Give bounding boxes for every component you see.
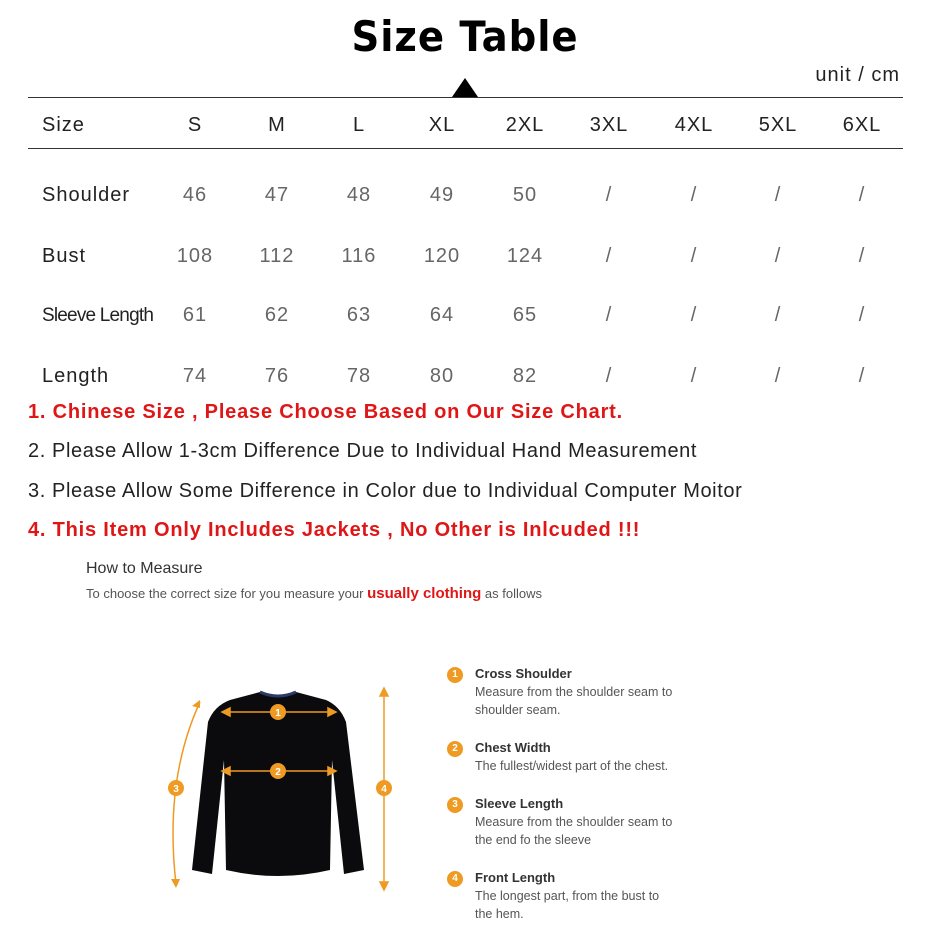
- table-cell: 124: [506, 245, 544, 267]
- how-to-measure-title: How to Measure: [86, 560, 203, 577]
- legend-badge: 3: [447, 797, 463, 813]
- table-cell: /: [690, 304, 698, 326]
- page-title: Size Table: [351, 12, 579, 61]
- table-cell: /: [858, 365, 866, 387]
- note-measurement-difference: 2. Please Allow 1-3cm Difference Due to Individual Hand Measurement: [28, 440, 698, 462]
- table-top-rule: [28, 97, 903, 98]
- table-cell: 112: [259, 245, 295, 267]
- unit-label: unit / cm: [815, 64, 900, 86]
- row-label: Sleeve Length: [42, 305, 154, 326]
- table-cell: /: [605, 304, 613, 326]
- table-cell: 47: [264, 184, 290, 206]
- table-cell: 76: [264, 365, 290, 387]
- subtitle-text-end: as follows: [484, 586, 542, 601]
- table-cell: /: [774, 184, 782, 206]
- table-cell: 80: [429, 365, 455, 387]
- table-header-rule: [28, 148, 903, 149]
- size-header-label: Size: [42, 114, 85, 136]
- row-label: Length: [42, 365, 110, 387]
- table-cell: 74: [182, 365, 208, 387]
- note-jacket-only: 4. This Item Only Includes Jackets , No Other is Inlcuded !!!: [28, 519, 641, 541]
- note-chinese-size: 1. Chinese Size , Please Choose Based on Our Size Chart.: [28, 401, 623, 423]
- legend-title: Cross Shoulder: [475, 666, 572, 681]
- diagram-badge-3: [168, 780, 184, 796]
- size-col-l: L: [352, 114, 366, 136]
- table-cell: /: [858, 184, 866, 206]
- size-col-m: M: [268, 114, 286, 136]
- table-cell: /: [774, 245, 782, 267]
- table-cell: 62: [264, 304, 290, 326]
- size-col-s: S: [187, 114, 203, 136]
- legend-title: Front Length: [475, 870, 556, 885]
- table-cell: 116: [341, 245, 377, 267]
- diagram-badge-2: [270, 763, 286, 779]
- table-cell: 63: [346, 304, 372, 326]
- legend-badge: 1: [447, 667, 463, 683]
- table-cell: /: [774, 304, 782, 326]
- svg-text:2: 2: [275, 767, 281, 778]
- how-to-measure-subtitle: [86, 585, 542, 602]
- legend-desc: Measure from the shoulder seam to shoulder seam.: [475, 685, 673, 717]
- table-cell: 120: [423, 245, 461, 267]
- table-cell: 108: [176, 245, 214, 267]
- garment-diagram: [150, 670, 410, 900]
- size-col-6xl: 6XL: [842, 114, 882, 136]
- table-cell: /: [690, 184, 698, 206]
- table-cell: /: [605, 365, 613, 387]
- legend-title: Sleeve Length: [475, 796, 564, 811]
- svg-text:3: 3: [173, 784, 179, 795]
- table-cell: /: [690, 245, 698, 267]
- size-col-3xl: 3XL: [589, 114, 629, 136]
- table-cell: 78: [346, 365, 372, 387]
- diagram-badge-4: [376, 780, 392, 796]
- table-cell: 50: [512, 184, 538, 206]
- table-cell: 49: [429, 184, 455, 206]
- table-cell: /: [605, 184, 613, 206]
- size-col-4xl: 4XL: [674, 114, 714, 136]
- table-cell: /: [690, 365, 698, 387]
- legend-desc: The longest part, from the bust to the hem.: [475, 889, 660, 921]
- svg-text:1: 1: [275, 708, 281, 719]
- legend-desc: Measure from the shoulder seam to the end fo the sleeve: [475, 815, 673, 847]
- legend-badge: 4: [447, 871, 463, 887]
- row-label: Bust: [42, 245, 87, 267]
- table-cell: /: [858, 304, 866, 326]
- size-col-xl: XL: [428, 114, 456, 136]
- size-col-2xl: 2XL: [505, 114, 545, 136]
- size-col-5xl: 5XL: [758, 114, 798, 136]
- svg-text:4: 4: [381, 784, 387, 795]
- subtitle-highlight: usually clothing: [367, 585, 482, 602]
- table-cell: /: [858, 245, 866, 267]
- table-cell: 64: [429, 304, 455, 326]
- diagram-badge-1: [270, 704, 286, 720]
- row-label: Shoulder: [42, 184, 131, 206]
- table-cell: 61: [182, 304, 208, 326]
- table-cell: 46: [182, 184, 208, 206]
- table-cell: 82: [512, 365, 538, 387]
- title-notch: [452, 78, 478, 97]
- legend-desc: The fullest/widest part of the chest.: [475, 759, 669, 773]
- subtitle-text: To choose the correct size for you measure your: [86, 586, 364, 601]
- table-cell: /: [774, 365, 782, 387]
- legend-badge: 2: [447, 741, 463, 757]
- table-cell: 65: [512, 304, 538, 326]
- note-color-difference: 3. Please Allow Some Difference in Color due to Individual Computer Moitor: [28, 480, 743, 502]
- table-cell: 48: [346, 184, 372, 206]
- table-cell: /: [605, 245, 613, 267]
- collar-shape: [260, 692, 296, 696]
- legend-title: Chest Width: [475, 740, 551, 755]
